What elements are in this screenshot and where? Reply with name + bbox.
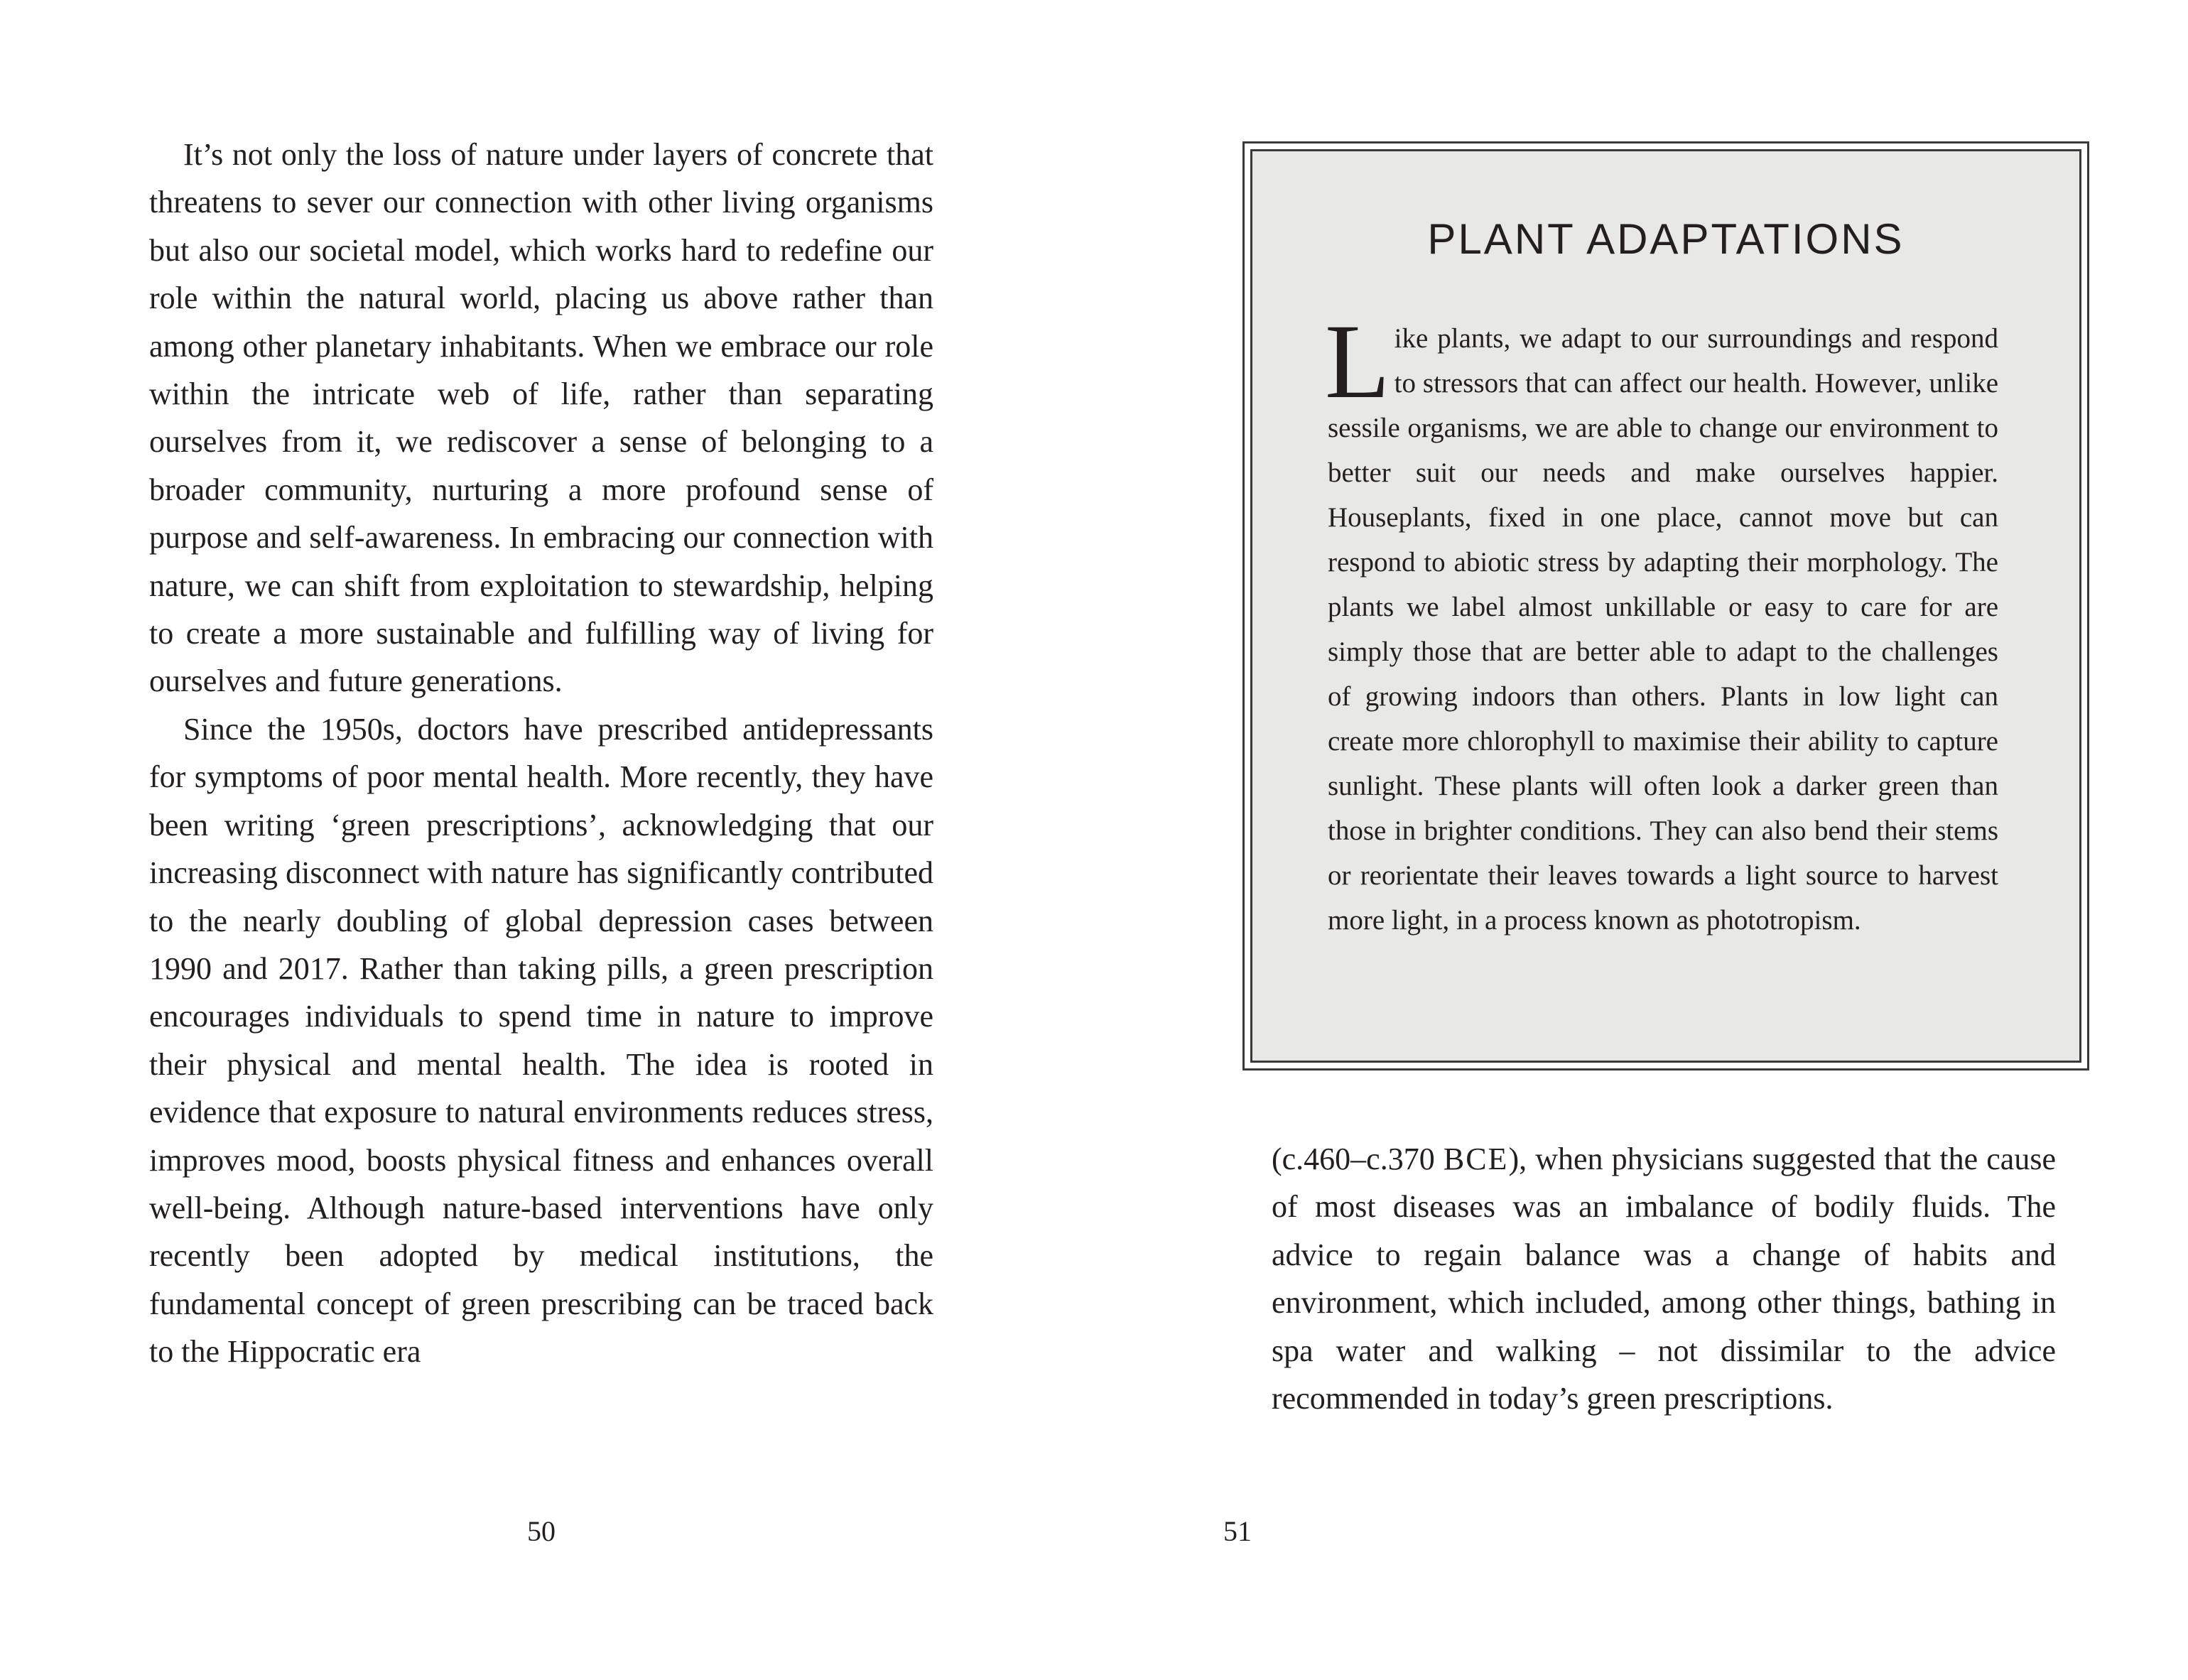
box-body: ike plants, we adapt to our surroundings and respond to stressors that can affect our health. However, unlike sessile organisms, we are able to change our environment to better suit our needs and make ourselves happier. Houseplants, fixed in one place, cannot move but can respond to abiotic stress by adapting their morphology. The plants we label almost unkillable or easy to care for are simply those that are better able to adapt to the challenges of growing indoors than others. Plants in low light can create more chlorophyll to maximise their ability to capture sunlight. These plants will often look a darker green than those in brighter conditions. They can also bend their stems or reorientate their leaves towards a light source to harvest more light, in a process known as phototropism. <box>1328 323 1998 936</box>
page-number-right: 51 <box>1223 1515 1252 1547</box>
plant-adaptations-box-inner <box>1250 149 2081 1063</box>
page-number-left: 50 <box>527 1515 556 1547</box>
right-page <box>1094 0 2188 1680</box>
paragraph-loss-of-nature: It’s not only the loss of nature under layers of concrete that threatens to sever our connection with other living organisms but also our societal model, which works hard to redefine our role within the natural world, placing us above rather than among other planetary inhabitants. When we embrace our role within the intricate web of life, rather than separating ourselves from it, we rediscover a sense of belonging to a broader community, nurturing a more profound sense of purpose and self-awareness. In embracing our connection with nature, we can shift from exploitation to stewardship, helping to create a more sustainable and fulfilling way of living for ourselves and future generations. <box>149 137 933 699</box>
era-abbreviation: BCE <box>1443 1142 1509 1176</box>
continuation-start: (c.460–c.370 <box>1272 1142 1444 1176</box>
right-page-body <box>1272 1135 2056 1422</box>
continuation-rest: ), when physicians suggested that the cause of most diseases was an imbalance of bodily fluids. The advice to regain balance was a change of habits and environment, which included, among other things, bathing in spa water and walking – not dissimilar to the advice recommended in today’s green prescriptions. <box>1272 1142 2056 1416</box>
paragraph-green-prescriptions: Since the 1950s, doctors have prescribed antidepressants for symptoms of poor mental health. More recently, they have been writing ‘green prescriptions’, acknowledging that our increasing disconnect with nature has significantly contributed to the nearly doubling of global depression cases between 1990 and 2017. Rather than taking pills, a green prescription encourages individuals to spend time in nature to improve their physical and mental health. The idea is rooted in evidence that exposure to natural environments reduces stress, improves mood, boosts physical fitness and enhances overall well-being. Although nature-based interventions have only recently been adopted by medical institutions, the fundamental concept of green prescribing can be traced back to the Hippocratic era <box>149 711 933 1370</box>
plant-adaptations-box <box>1242 141 2089 1071</box>
left-page-body <box>149 131 933 1376</box>
box-text <box>1325 303 1998 943</box>
box-title: PLANT ADAPTATIONS <box>1427 215 1905 263</box>
paragraph-hippocratic-continuation <box>1272 1135 2056 1422</box>
drop-cap: L <box>1325 303 1390 421</box>
